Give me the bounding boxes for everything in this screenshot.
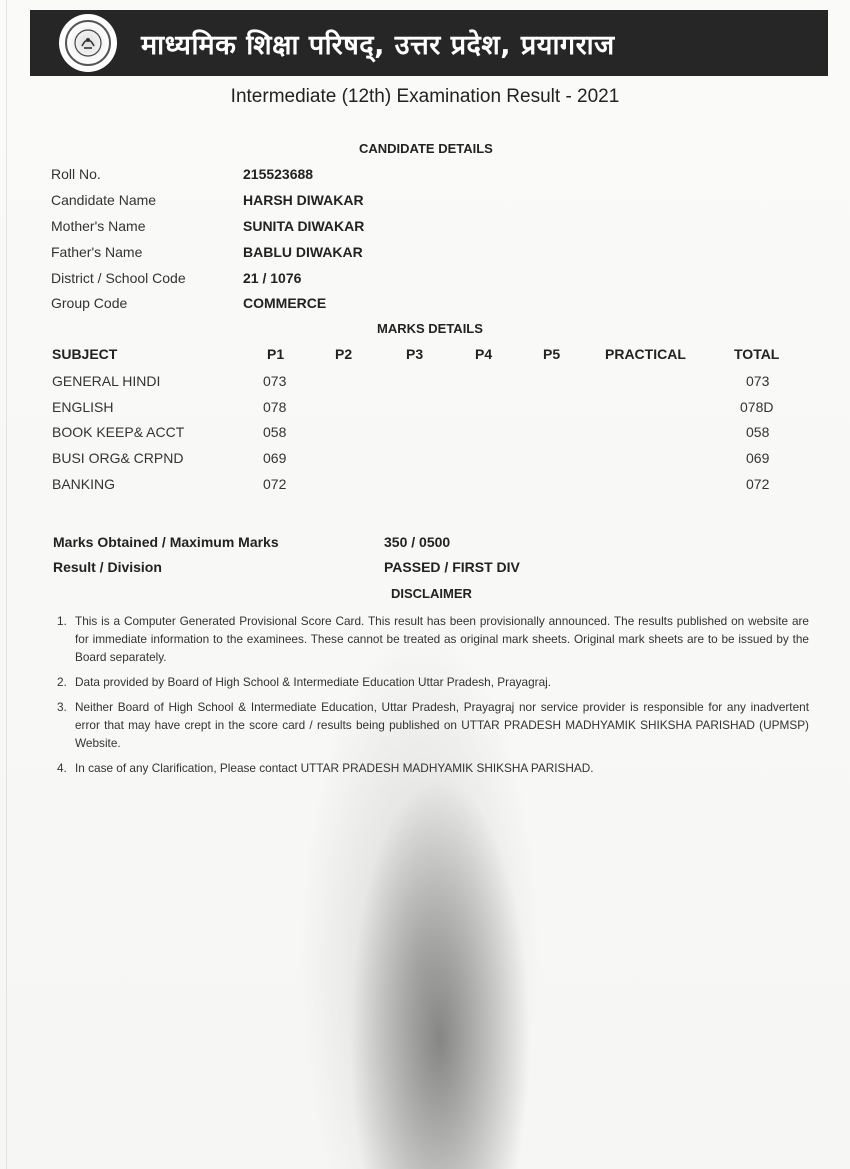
col-total: TOTAL (734, 346, 780, 362)
col-p1: P1 (267, 346, 285, 362)
result-division-value: PASSED / FIRST DIV (384, 559, 520, 575)
subject-cell: BOOK KEEP& ACCT (52, 424, 185, 440)
candidate-details-heading: CANDIDATE DETAILS (359, 141, 493, 156)
board-title: माध्यमिक शिक्षा परिषद्, उत्तर प्रदेश, प्रयागराज (141, 29, 615, 61)
roll-no-label: Roll No. (51, 166, 101, 182)
father-name-value: BABLU DIWAKAR (243, 244, 363, 260)
group-code-value: COMMERCE (243, 295, 327, 311)
emblem-icon (65, 20, 111, 66)
disclaimer-item-text: Neither Board of High School & Intermediate Education, Uttar Pradesh, Prayagraj nor service provider is responsible for any inadvertent error that may have crept in the score card / results being published on UTTAR PRADESH MADHYAMIK SHIKSHA PARISHAD (UPMSP) Website. (75, 700, 809, 750)
disclaimer-item (57, 612, 809, 666)
mother-name-label: Mother's Name (51, 218, 146, 234)
disclaimer-item (57, 759, 809, 777)
exam-title: Intermediate (12th) Examination Result - 2021 (230, 86, 620, 107)
subject-cell: ENGLISH (52, 399, 114, 415)
col-p5: P5 (543, 346, 561, 362)
result-division-label: Result / Division (53, 559, 162, 575)
disclaimer-list (57, 612, 809, 784)
subject-cell: BUSI ORG& CRPND (52, 450, 184, 466)
p1-cell: 073 (263, 373, 287, 389)
total-cell: 058 (746, 424, 770, 440)
p1-cell: 069 (263, 450, 287, 466)
col-subject: SUBJECT (52, 346, 118, 362)
p1-cell: 072 (263, 476, 287, 492)
disclaimer-item-text: This is a Computer Generated Provisional Score Card. This result has been provisionally announced. The results published on website are for immediate information to the examinees. These cannot be treated as original mark sheets. Original mark sheets are to be issued by the Board separately. (75, 614, 809, 664)
marks-obtained-value: 350 / 0500 (384, 534, 451, 550)
disclaimer-heading: DISCLAIMER (391, 586, 472, 601)
marks-details-heading: MARKS DETAILS (377, 321, 483, 336)
district-school-code-label: District / School Code (51, 270, 186, 286)
disclaimer-item-number: 3. (57, 700, 67, 714)
col-p3: P3 (406, 346, 424, 362)
p1-cell: 058 (263, 424, 287, 440)
subject-cell: BANKING (52, 476, 116, 492)
candidate-name-value: HARSH DIWAKAR (243, 192, 364, 208)
board-header-banner (30, 10, 828, 76)
total-cell: 069 (746, 450, 770, 466)
district-school-code-value: 21 / 1076 (243, 270, 302, 286)
scan-edge (6, 0, 7, 1169)
group-code-label: Group Code (51, 295, 128, 311)
total-cell: 073 (746, 373, 770, 389)
candidate-name-label: Candidate Name (51, 192, 157, 208)
roll-no-value: 215523688 (243, 166, 314, 182)
disclaimer-item-number: 2. (57, 675, 67, 689)
disclaimer-item (57, 698, 809, 752)
disclaimer-item-text: Data provided by Board of High School & Intermediate Education Uttar Pradesh, Prayagraj. (75, 675, 552, 689)
subject-cell: GENERAL HINDI (52, 373, 161, 389)
disclaimer-item (57, 673, 809, 691)
mother-name-value: SUNITA DIWAKAR (243, 218, 365, 234)
marks-obtained-label: Marks Obtained / Maximum Marks (53, 534, 279, 550)
disclaimer-item-text: In case of any Clarification, Please contact UTTAR PRADESH MADHYAMIK SHIKSHA PARISHAD. (75, 761, 594, 775)
father-name-label: Father's Name (51, 244, 143, 260)
disclaimer-item-number: 4. (57, 761, 67, 775)
col-p2: P2 (335, 346, 353, 362)
col-p4: P4 (475, 346, 493, 362)
disclaimer-item-number: 1. (57, 614, 67, 628)
col-practical: PRACTICAL (605, 346, 686, 362)
total-cell: 072 (746, 476, 770, 492)
p1-cell: 078 (263, 399, 287, 415)
up-board-logo (59, 14, 117, 72)
total-cell: 078D (740, 399, 774, 415)
